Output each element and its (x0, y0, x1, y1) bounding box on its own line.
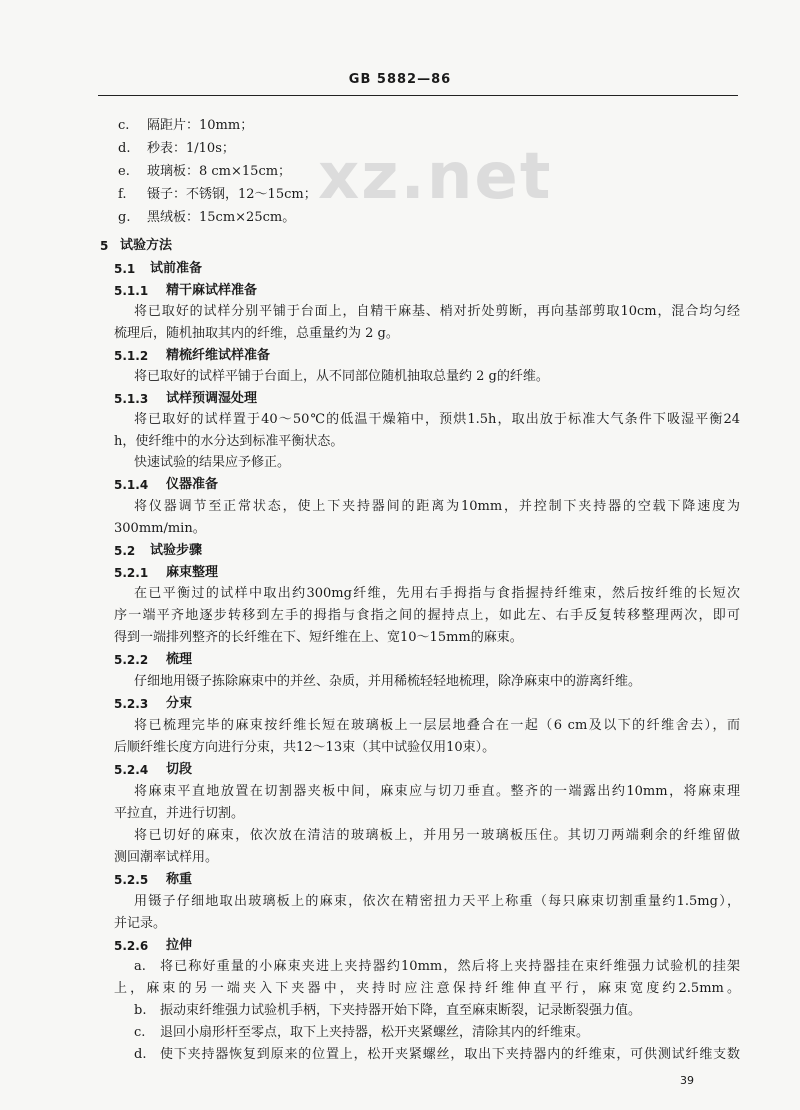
section-number: 5.2.4 (114, 763, 149, 777)
section-number: 5.1.1 (114, 284, 149, 298)
paragraph-line: 将已取好的试样分别平铺于台面上，自精干麻基、梢对折处剪断，再向基部剪取10cm，混合均匀经 (134, 304, 740, 319)
paragraph-line: 并记录。 (114, 916, 167, 931)
list-item: 黑绒板：15cm×25cm。 (147, 210, 296, 225)
paragraph-line: 将已取好的试样平铺于台面上，从不同部位随机抽取总量约 2 g的纤维。 (134, 369, 549, 384)
paragraph-line: 将已梳理完毕的麻束按纤维长短在玻璃板上一层层地叠合在一起（6 cm及以下的纤维舍去），而 (134, 718, 740, 733)
paragraph-line: 将已取好的试样置于40～50℃的低温干燥箱中，预烘1.5h，取出放于标准大气条件下吸湿平衡24 (134, 412, 740, 427)
section-number: 5.2.1 (114, 566, 149, 580)
section-number: 5.1 (114, 262, 136, 276)
list-marker: e. (118, 164, 130, 179)
list-item: 秒表：1/10s； (147, 141, 235, 156)
paragraph-line: 得到一端排列整齐的长纤维在下、短纤维在上、宽10～15mm的麻束。 (114, 630, 523, 645)
section-title: 精梳纤维试样准备 (166, 348, 271, 363)
list-marker: b. (134, 1003, 147, 1018)
section-number: 5.2.6 (114, 939, 149, 953)
list-marker: d. (134, 1047, 147, 1062)
paragraph-line: 振动束纤维强力试验机手柄，下夹持器开始下降，直至麻束断裂，记录断裂强力值。 (160, 1003, 642, 1018)
paragraph-line: 将已称好重量的小麻束夹进上夹持器约10mm，然后将上夹持器挂在束纤维强力试验机的挂架 (160, 959, 740, 974)
paragraph-line: 将麻束平直地放置在切割器夹板中间，麻束应与切刀垂直。整齐的一端露出约10mm，将麻束理 (134, 784, 740, 799)
paragraph-line: 在已平衡过的试样中取出约300mg纤维，先用右手拇指与食指握持纤维束，然后按纤维的长短次 (134, 586, 740, 601)
section-number: 5.2 (114, 544, 136, 558)
paragraph-line: 上，麻束的另一端夹入下夹器中，夹持时应注意保持纤维伸直平行，麻束宽度约2.5mm。 (114, 981, 740, 996)
list-marker: f. (118, 187, 127, 202)
list-item: 玻璃板：8 cm×15cm； (147, 164, 292, 179)
list-marker: d. (118, 141, 131, 156)
section-title: 麻束整理 (166, 565, 219, 580)
section-number: 5.2.3 (114, 697, 149, 711)
section-title: 精干麻试样准备 (166, 283, 258, 298)
section-number: 5.2.5 (114, 873, 149, 887)
paragraph-line: 300mm/min。 (114, 521, 206, 536)
section-title: 梳理 (166, 652, 193, 667)
list-item: 镊子：不锈钢，12～15cm； (147, 187, 317, 202)
list-marker: g. (118, 210, 131, 225)
section-title: 试样预调湿处理 (166, 391, 258, 406)
header-rule (98, 95, 738, 96)
section-number: 5.1.4 (114, 478, 149, 492)
section-title: 切段 (166, 762, 193, 777)
section-title: 拉伸 (166, 938, 193, 953)
paragraph-line: 平拉直，并进行切割。 (114, 806, 245, 821)
paragraph-line: 测回潮率试样用。 (114, 850, 219, 865)
paragraph-line: 梳理后，随机抽取其内的纤维，总重量约为 2 g。 (114, 326, 399, 341)
paragraph-line: 序一端平齐地逐步转移到左手的拇指与食指之间的握持点上，如此左、右手反复转移整理两次，即可 (114, 608, 740, 623)
section-title: 仪器准备 (166, 477, 219, 492)
section-title: 试前准备 (150, 261, 203, 276)
paragraph-line: 将已切好的麻束，依次放在清洁的玻璃板上，并用另一玻璃板压住。其切刀两端剩余的纤维留做 (134, 828, 740, 843)
section-number: 5.1.2 (114, 349, 149, 363)
section-title: 分束 (166, 696, 193, 711)
section-title: 试验方法 (120, 238, 173, 253)
section-title: 称重 (166, 872, 193, 887)
paragraph-line: 将仪器调节至正常状态，使上下夹持器间的距离为10mm，并控制下夹持器的空载下降速度为 (134, 499, 740, 514)
page-number: 39 (680, 1074, 694, 1087)
paragraph-line: 快速试验的结果应予修正。 (134, 455, 291, 470)
paragraph-line: 退回小扇形杆至零点，取下上夹持器，松开夹紧螺丝，清除其内的纤维束。 (160, 1025, 590, 1040)
paragraph-line: 使下夹持器恢复到原来的位置上，松开夹紧螺丝，取出下夹持器内的纤维束，可供测试纤维支数 (160, 1047, 740, 1062)
list-marker: c. (134, 1025, 146, 1040)
list-marker: c. (118, 118, 130, 133)
paragraph-line: h，使纤维中的水分达到标准平衡状态。 (114, 434, 344, 449)
watermark: xz.net (318, 140, 553, 214)
list-marker: a. (134, 959, 146, 974)
standard-code-header: GB 5882—86 (348, 72, 452, 87)
paragraph-line: 后顺纤维长度方向进行分束，共12～13束（其中试验仅用10束）。 (114, 740, 496, 755)
section-number: 5.1.3 (114, 392, 149, 406)
list-item: 隔距片：10mm； (147, 118, 254, 133)
paragraph-line: 用镊子仔细地取出玻璃板上的麻束，依次在精密扭力天平上称重（每只麻束切割重量约1.5mg）， (134, 894, 740, 909)
section-number: 5 (100, 239, 109, 253)
paragraph-line: 仔细地用镊子拣除麻束中的并丝、杂质，并用稀梳轻轻地梳理，除净麻束中的游离纤维。 (134, 674, 642, 689)
section-title: 试验步骤 (150, 543, 203, 558)
section-number: 5.2.2 (114, 653, 149, 667)
